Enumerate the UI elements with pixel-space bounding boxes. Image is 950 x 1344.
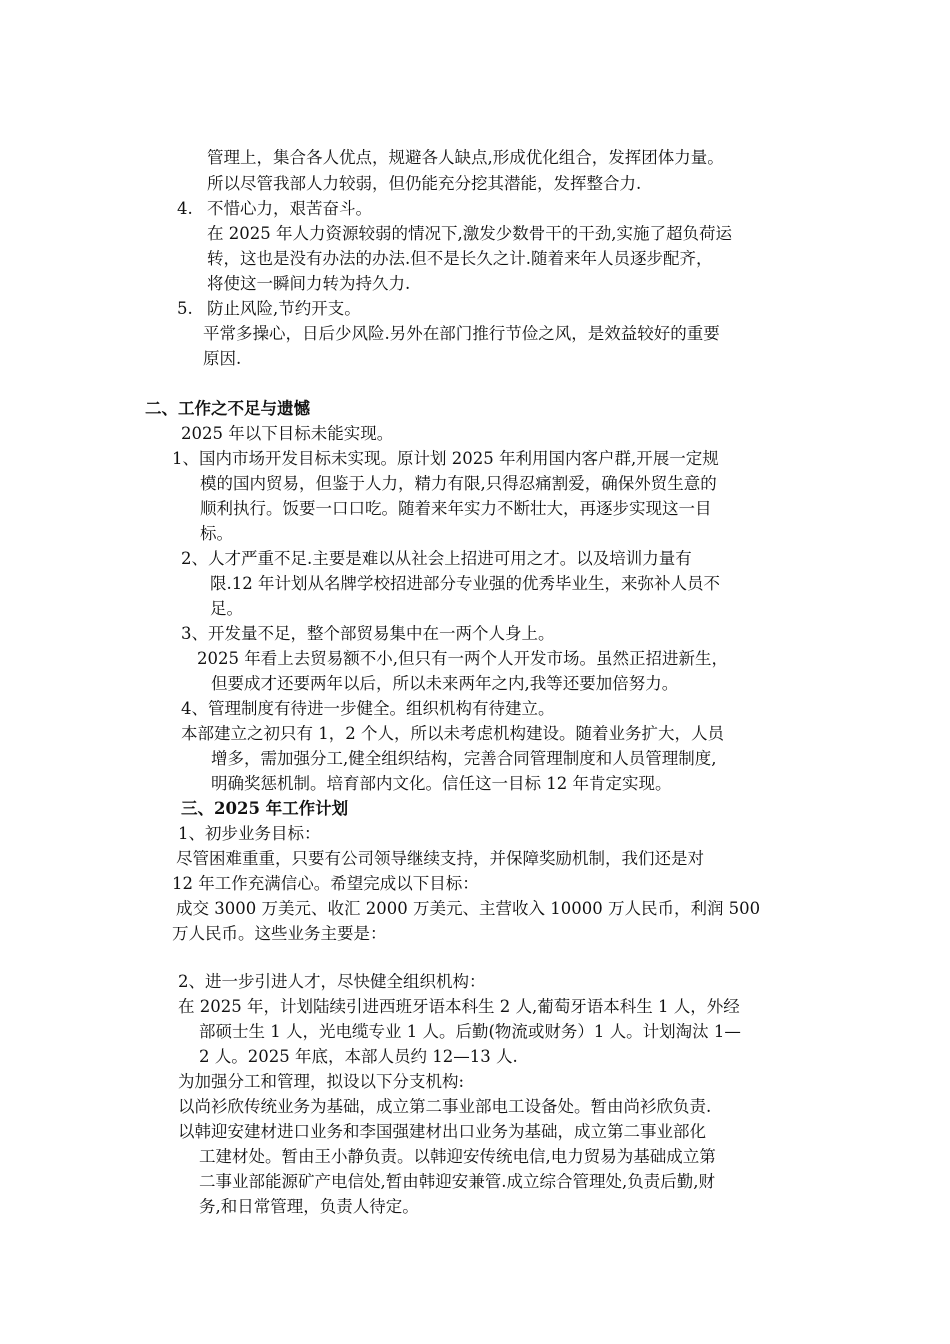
text-line: 2025 年看上去贸易额不小,但只有一两个人开发市场。虽然正招进新生， <box>197 649 728 668</box>
text-line: 顺利执行。饭要一口口吃。随着来年实力不断壮大，再逐步实现这一目 <box>200 499 712 518</box>
section-heading: 二、工作之不足与遗憾 <box>145 399 310 418</box>
text-line: 务,和日常管理，负责人待定。 <box>199 1197 419 1216</box>
text-line: 在 2025 年人力资源较弱的情况下,激发少数骨干的干劲,实施了超负荷运 <box>207 224 732 243</box>
text-line: 模的国内贸易，但鉴于人力，精力有限,只得忍痛割爱，确保外贸生意的 <box>200 474 717 493</box>
text-line: 3、开发量不足，整个部贸易集中在一两个人身上。 <box>181 624 555 643</box>
text-line: 12 年工作充满信心。希望完成以下目标： <box>172 874 479 893</box>
text-line: 尽管困难重重，只要有公司领导继续支持，并保障奖励机制，我们还是对 <box>176 849 704 868</box>
text-line: 明确奖惩机制。培育部内文化。信任这一目标 12 年肯定实现。 <box>211 774 672 793</box>
text-line: 管理上，集合各人优点，规避各人缺点,形成优化组合，发挥团体力量。 <box>207 148 724 167</box>
text-line: 所以尽管我部人力较弱，但仍能充分挖其潜能，发挥整合力. <box>207 174 642 193</box>
text-line: 2、人才严重不足.主要是难以从社会上招进可用之才。以及培训力量有 <box>181 549 692 568</box>
text-line: 增多，需加强分工,健全组织结构，完善合同管理制度和人员管理制度, <box>211 749 717 768</box>
text-line: 4、管理制度有待进一步健全。组织机构有待建立。 <box>181 699 555 718</box>
text-line: 部硕士生 1 人，光电缆专业 1 人。后勤(物流或财务）1 人。计划淘汰 1— <box>199 1022 741 1041</box>
text-line: 成交 3000 万美元、收汇 2000 万美元、主营收入 10000 万人民币，利润 500 <box>176 899 761 918</box>
text-line: 为加强分工和管理，拟设以下分支机构: <box>178 1072 465 1091</box>
text-line: 2、进一步引进人才，尽快健全组织机构： <box>178 972 486 991</box>
section-heading: 三、2025 年工作计划 <box>181 799 349 818</box>
text-line: 原因. <box>203 349 242 368</box>
list-number: 5. <box>177 299 193 318</box>
list-item-heading: 防止风险,节约开支。 <box>207 299 361 318</box>
text-line: 平常多操心，日后少风险.另外在部门推行节俭之风，是效益较好的重要 <box>203 324 720 343</box>
text-line: 标。 <box>200 524 233 543</box>
text-line: 本部建立之初只有 1，2 个人，所以未考虑机构建设。随着业务扩大，人员 <box>181 724 724 743</box>
text-line: 1、国内市场开发目标未实现。原计划 2025 年利用国内客户群,开展一定规 <box>172 449 719 468</box>
text-line: 1、初步业务目标： <box>178 824 321 843</box>
text-line: 足。 <box>210 599 243 618</box>
text-line: 工建材处。暂由王小静负责。以韩迎安传统电信,电力贸易为基础成立第 <box>199 1147 716 1166</box>
text-line: 限.12 年计划从名牌学校招进部分专业强的优秀毕业生，来弥补人员不 <box>210 574 720 593</box>
text-line: 2 人。2025 年底，本部人员约 12—13 人. <box>199 1047 518 1066</box>
text-line: 2025 年以下目标未能实现。 <box>181 424 394 443</box>
text-line: 以尚衫欣传统业务为基础，成立第二事业部电工设备处。暂由尚衫欣负责. <box>178 1097 712 1116</box>
list-item-heading: 不惜心力，艰苦奋斗。 <box>207 199 372 218</box>
text-line: 二事业部能源矿产电信处,暂由韩迎安兼管.成立综合管理处,负责后勤,财 <box>199 1172 715 1191</box>
text-line: 万人民币。这些业务主要是： <box>172 924 387 943</box>
text-line: 以韩迎安建材进口业务和李国强建材出口业务为基础，成立第二事业部化 <box>178 1122 706 1141</box>
text-line: 转，这也是没有办法的办法.但不是长久之计.随着来年人员逐步配齐， <box>207 249 713 268</box>
list-number: 4. <box>177 199 193 218</box>
text-line: 但要成才还要两年以后，所以未来两年之内,我等还要加倍努力。 <box>211 674 679 693</box>
text-line: 将使这一瞬间力转为持久力. <box>207 274 411 293</box>
text-line: 在 2025 年，计划陆续引进西班牙语本科生 2 人,葡萄牙语本科生 1 人，外经 <box>178 997 740 1016</box>
